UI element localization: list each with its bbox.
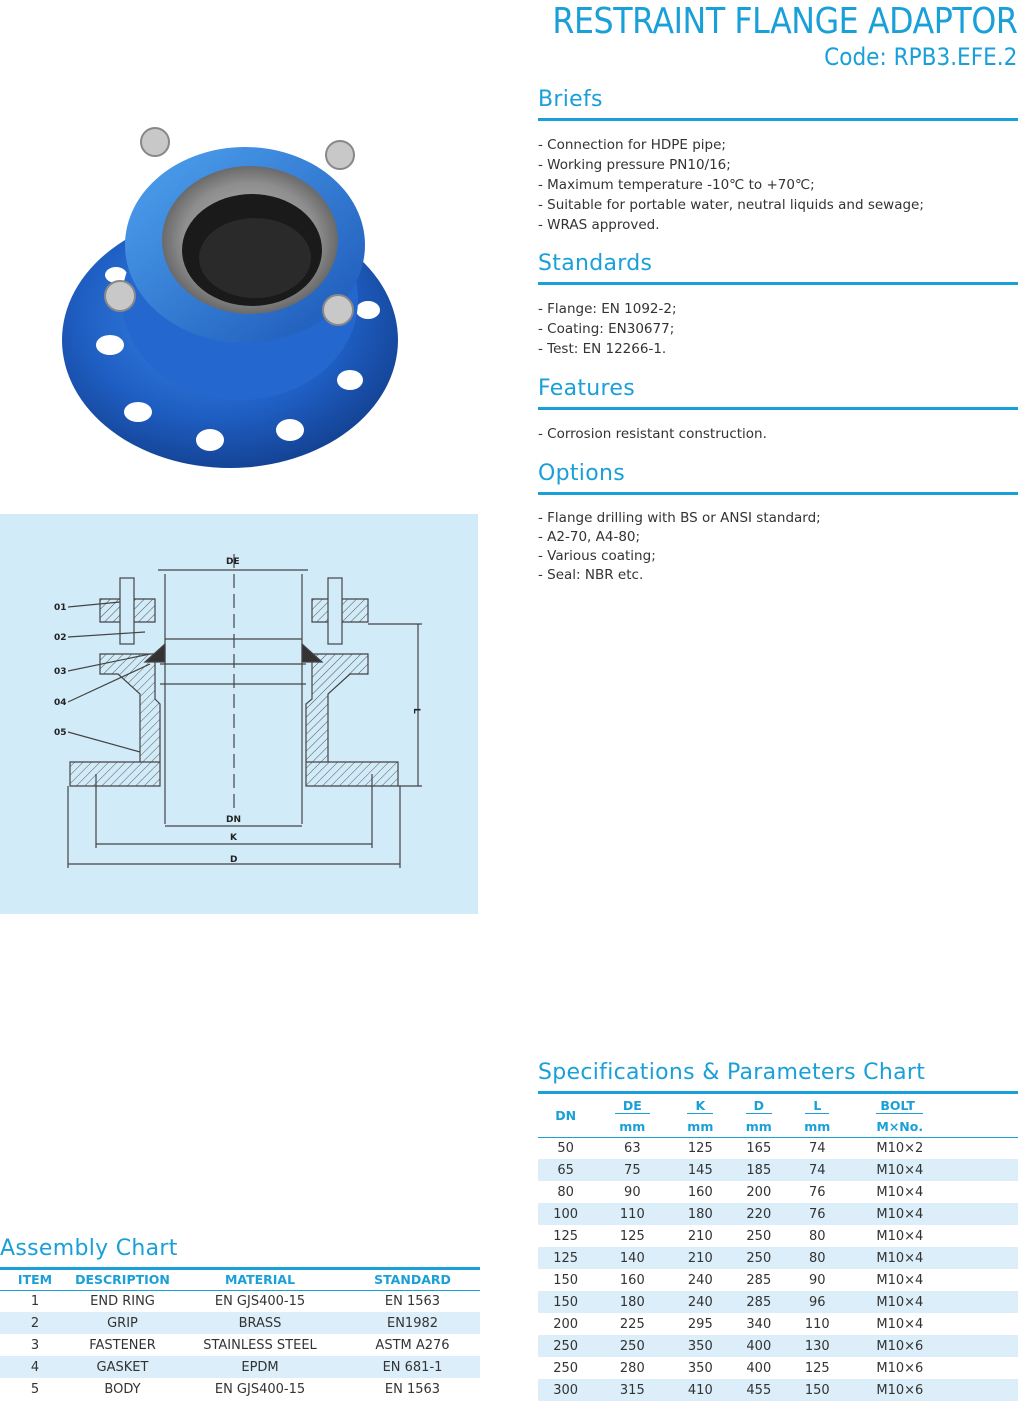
spec-table-cell: 250 bbox=[729, 1247, 788, 1269]
spec-table-cell: M10×4 bbox=[876, 1272, 924, 1288]
spec-table-cell: 285 bbox=[746, 1272, 772, 1288]
bolt-left bbox=[120, 578, 134, 644]
part-label-04: 04 bbox=[54, 698, 67, 708]
spec-table-row bbox=[538, 1379, 1018, 1401]
spec-table-cell: M10×4 bbox=[876, 1228, 924, 1244]
standards-rule bbox=[538, 282, 1018, 285]
dim-de-label: DE bbox=[226, 557, 240, 567]
standards-item: - Flange: EN 1092-2; bbox=[538, 301, 677, 317]
assembly-table-cell: ASTM A276 bbox=[375, 1337, 450, 1353]
bore-hole bbox=[199, 218, 311, 298]
spec-table-cell: 76 bbox=[809, 1184, 826, 1200]
features-rule bbox=[538, 407, 1018, 410]
spec-table-cell: 50 bbox=[557, 1140, 574, 1156]
options-item: - Flange drilling with BS or ANSI standard; bbox=[538, 510, 821, 526]
dim-l-label: L bbox=[411, 708, 421, 714]
spec-table-row bbox=[538, 1357, 1018, 1379]
assembly-table-cell: EN 1563 bbox=[384, 1293, 441, 1309]
spec-table-cell: 200 bbox=[746, 1184, 772, 1200]
spec-table-cell: 210 bbox=[687, 1228, 713, 1244]
assembly-table bbox=[0, 1270, 480, 1400]
assembly-header-item: ITEM bbox=[0, 1270, 70, 1290]
assembly-table-cell: END RING bbox=[90, 1293, 155, 1309]
spec-table-cell: M10×4 bbox=[846, 1247, 1018, 1269]
spec-table-cell: 110 bbox=[593, 1203, 671, 1225]
features-item: - Corrosion resistant construction. bbox=[538, 426, 767, 442]
part-label-05: 05 bbox=[54, 728, 67, 738]
bolt-hole bbox=[356, 301, 380, 319]
bolt-hole bbox=[276, 419, 304, 441]
spec-table-cell: 74 bbox=[809, 1140, 826, 1156]
spec-table-row bbox=[538, 1181, 1018, 1203]
assembly-table-cell: FASTENER bbox=[89, 1337, 156, 1353]
assembly-chart-title: Assembly Chart bbox=[0, 1236, 178, 1261]
standards-item: - Coating: EN30677; bbox=[538, 321, 675, 337]
assembly-table-row bbox=[0, 1356, 480, 1378]
features-section bbox=[538, 375, 1018, 444]
spec-table-cell: M10×6 bbox=[876, 1360, 924, 1376]
spec-table-cell: 145 bbox=[671, 1159, 729, 1181]
page-title: RESTRAINT FLANGE ADAPTOR bbox=[552, 1, 1017, 42]
product-code: Code: RPB3.EFE.2 bbox=[823, 43, 1017, 71]
spec-chart-rule bbox=[538, 1091, 1018, 1094]
spec-table-cell: 125 bbox=[538, 1247, 593, 1269]
spec-header-l: L bbox=[788, 1095, 846, 1116]
spec-chart-title: Specifications & Parameters Chart bbox=[538, 1060, 926, 1085]
assembly-table-cell: 3 bbox=[30, 1337, 40, 1353]
assembly-table-cell: EN 681-1 bbox=[345, 1356, 480, 1378]
spec-table-row bbox=[538, 1313, 1018, 1335]
spec-header-bolt: BOLT bbox=[846, 1095, 1018, 1116]
assembly-table-body bbox=[0, 1290, 480, 1400]
assembly-table-cell: 4 bbox=[0, 1356, 70, 1378]
spec-table-row bbox=[538, 1291, 1018, 1313]
spec-table-cell: 110 bbox=[804, 1316, 830, 1332]
bolt-hole bbox=[196, 429, 224, 451]
spec-table-cell: M10×4 bbox=[846, 1203, 1018, 1225]
spec-table-cell: 225 bbox=[619, 1316, 645, 1332]
standards-heading: Standards bbox=[538, 251, 653, 276]
spec-table-cell: 150 bbox=[553, 1272, 579, 1288]
spec-table-cell: 160 bbox=[687, 1184, 713, 1200]
spec-table-cell: 180 bbox=[593, 1291, 671, 1313]
technical-diagram-panel bbox=[0, 514, 478, 914]
spec-table-cell: 400 bbox=[746, 1360, 772, 1376]
bolt-hole bbox=[337, 370, 363, 390]
spec-table-cell: 300 bbox=[538, 1379, 593, 1401]
spec-table-row bbox=[538, 1159, 1018, 1181]
assembly-table-cell: BRASS bbox=[175, 1312, 345, 1334]
spec-table-cell: 90 bbox=[624, 1184, 641, 1200]
assembly-table-row bbox=[0, 1378, 480, 1400]
spec-table-cell: 350 bbox=[687, 1360, 713, 1376]
spec-table-cell: 90 bbox=[809, 1272, 826, 1288]
briefs-item: - Maximum temperature -10℃ to +70℃; bbox=[538, 177, 815, 193]
standards-list bbox=[538, 299, 1018, 359]
spec-table bbox=[538, 1095, 1018, 1401]
gasket-left bbox=[145, 644, 165, 662]
options-item: - Various coating; bbox=[538, 548, 656, 564]
part-label-03: 03 bbox=[54, 667, 67, 677]
spec-table-cell: 220 bbox=[729, 1203, 788, 1225]
spec-table-cell: 315 bbox=[593, 1379, 671, 1401]
spec-table-cell: 125 bbox=[687, 1140, 713, 1156]
assembly-table-cell: 2 bbox=[0, 1312, 70, 1334]
spec-table-body bbox=[538, 1137, 1018, 1401]
options-item: - A2-70, A4-80; bbox=[538, 529, 641, 545]
spec-table-cell: M10×6 bbox=[846, 1335, 1018, 1357]
spec-table-cell: 76 bbox=[788, 1203, 846, 1225]
assembly-table-cell: EN GJS400-15 bbox=[214, 1293, 306, 1309]
assembly-table-cell: STAINLESS STEEL bbox=[203, 1337, 317, 1353]
body-left bbox=[70, 654, 160, 786]
options-rule bbox=[538, 492, 1018, 495]
spec-table-cell: 63 bbox=[624, 1140, 641, 1156]
briefs-heading: Briefs bbox=[538, 87, 603, 112]
assembly-header-material: MATERIAL bbox=[175, 1270, 345, 1290]
title-block bbox=[489, 2, 1017, 72]
technical-diagram bbox=[0, 514, 478, 914]
spec-table-cell: 80 bbox=[557, 1184, 574, 1200]
spec-table-cell: 180 bbox=[671, 1203, 729, 1225]
standards-section bbox=[538, 250, 1018, 359]
spec-table-cell: 340 bbox=[746, 1316, 772, 1332]
spec-table-cell: 200 bbox=[553, 1316, 579, 1332]
assembly-header-standard: STANDARD bbox=[345, 1270, 480, 1290]
spec-table-cell: 240 bbox=[687, 1272, 713, 1288]
spec-header-k: K bbox=[671, 1095, 729, 1116]
spec-table-cell: 280 bbox=[619, 1360, 645, 1376]
spec-table-cell: 165 bbox=[746, 1140, 772, 1156]
spec-header-d: D bbox=[729, 1095, 788, 1116]
spec-table-cell: 130 bbox=[788, 1335, 846, 1357]
assembly-table-cell: GRIP bbox=[70, 1312, 175, 1334]
spec-table-cell: 295 bbox=[687, 1316, 713, 1332]
spec-table-cell: 285 bbox=[729, 1291, 788, 1313]
spec-table-cell: M10×4 bbox=[876, 1184, 924, 1200]
part-label-02: 02 bbox=[54, 633, 67, 643]
spec-table-cell: 250 bbox=[593, 1335, 671, 1357]
bolt-hole bbox=[124, 402, 152, 422]
spec-unit: M×No. bbox=[846, 1116, 1018, 1137]
spec-table-row bbox=[538, 1247, 1018, 1269]
options-section bbox=[538, 460, 1018, 585]
briefs-list bbox=[538, 135, 1018, 235]
spec-unit: mm bbox=[788, 1116, 846, 1137]
assembly-table-row bbox=[0, 1312, 480, 1334]
assembly-table-cell: EN 1563 bbox=[384, 1381, 441, 1397]
assembly-table-cell: 5 bbox=[30, 1381, 40, 1397]
spec-table-cell: 250 bbox=[538, 1335, 593, 1357]
spec-unit: mm bbox=[671, 1116, 729, 1137]
part-label-01: 01 bbox=[54, 603, 67, 613]
assembly-table-cell: GASKET bbox=[70, 1356, 175, 1378]
assembly-table-cell: EN GJS400-15 bbox=[214, 1381, 306, 1397]
briefs-rule bbox=[538, 118, 1018, 121]
briefs-item: - Working pressure PN10/16; bbox=[538, 157, 731, 173]
spec-table-cell: 250 bbox=[553, 1360, 579, 1376]
assembly-table-row bbox=[0, 1334, 480, 1356]
spec-table-cell: 150 bbox=[538, 1291, 593, 1313]
product-photo bbox=[50, 110, 440, 480]
spec-table-cell: 125 bbox=[553, 1228, 579, 1244]
bolt-hole bbox=[96, 335, 124, 355]
assembly-header-description: DESCRIPTION bbox=[70, 1270, 175, 1290]
spec-table-cell: 410 bbox=[671, 1379, 729, 1401]
spec-table-cell: M10×4 bbox=[876, 1316, 924, 1332]
spec-table-cell: 96 bbox=[788, 1291, 846, 1313]
assembly-table-cell: BODY bbox=[104, 1381, 141, 1397]
spec-table-cell: 150 bbox=[788, 1379, 846, 1401]
spec-table-cell: 65 bbox=[538, 1159, 593, 1181]
spec-table-cell: 250 bbox=[746, 1228, 772, 1244]
spec-unit: mm bbox=[593, 1116, 671, 1137]
spec-table-cell: M10×4 bbox=[846, 1291, 1018, 1313]
dim-d-label: D bbox=[230, 855, 238, 865]
spec-table-cell: 210 bbox=[671, 1247, 729, 1269]
spec-table-cell: 455 bbox=[729, 1379, 788, 1401]
options-list bbox=[538, 509, 1018, 585]
spec-table-cell: M10×6 bbox=[846, 1379, 1018, 1401]
spec-table-cell: 125 bbox=[804, 1360, 830, 1376]
spec-table-cell: 75 bbox=[593, 1159, 671, 1181]
spec-header-de: DE bbox=[593, 1095, 671, 1116]
spec-table-cell: 140 bbox=[593, 1247, 671, 1269]
standards-item: - Test: EN 12266-1. bbox=[538, 341, 667, 357]
spec-table-row bbox=[538, 1203, 1018, 1225]
spec-table-cell: M10×4 bbox=[846, 1159, 1018, 1181]
spec-table-cell: 400 bbox=[729, 1335, 788, 1357]
briefs-section bbox=[538, 86, 1018, 235]
features-list bbox=[538, 424, 1018, 444]
briefs-item: - WRAS approved. bbox=[538, 217, 660, 233]
spec-table-row bbox=[538, 1269, 1018, 1291]
dim-dn-label: DN bbox=[226, 815, 242, 825]
bolt-right bbox=[328, 578, 342, 644]
spec-table-cell: 74 bbox=[788, 1159, 846, 1181]
spec-table-cell: 80 bbox=[788, 1247, 846, 1269]
assembly-table-cell: EN1982 bbox=[345, 1312, 480, 1334]
spec-table-cell: 240 bbox=[671, 1291, 729, 1313]
features-heading: Features bbox=[538, 376, 635, 401]
dim-k-label: K bbox=[230, 833, 237, 843]
spec-table-cell: 185 bbox=[729, 1159, 788, 1181]
spec-table-row bbox=[538, 1335, 1018, 1357]
briefs-item: - Suitable for portable water, neutral liquids and sewage; bbox=[538, 197, 924, 213]
spec-header-dn: DN bbox=[538, 1095, 593, 1137]
assembly-table-row bbox=[0, 1290, 480, 1312]
spec-unit: mm bbox=[729, 1116, 788, 1137]
body-right bbox=[306, 654, 398, 786]
spec-table-row bbox=[538, 1225, 1018, 1247]
spec-table-cell: M10×2 bbox=[876, 1140, 924, 1156]
spec-table-cell: 350 bbox=[671, 1335, 729, 1357]
options-heading: Options bbox=[538, 461, 625, 486]
spec-header-row bbox=[538, 1095, 1018, 1116]
briefs-item: - Connection for HDPE pipe; bbox=[538, 137, 726, 153]
spec-table-cell: 160 bbox=[619, 1272, 645, 1288]
gasket-right bbox=[302, 644, 322, 662]
assembly-header-row bbox=[0, 1270, 480, 1290]
spec-units-row bbox=[538, 1116, 1018, 1137]
spec-table-row bbox=[538, 1137, 1018, 1159]
spec-table-cell: 100 bbox=[538, 1203, 593, 1225]
spec-table-cell: 80 bbox=[809, 1228, 826, 1244]
spec-table-cell: 125 bbox=[619, 1228, 645, 1244]
assembly-table-cell: 1 bbox=[30, 1293, 40, 1309]
options-item: - Seal: NBR etc. bbox=[538, 567, 644, 583]
assembly-table-cell: EPDM bbox=[175, 1356, 345, 1378]
